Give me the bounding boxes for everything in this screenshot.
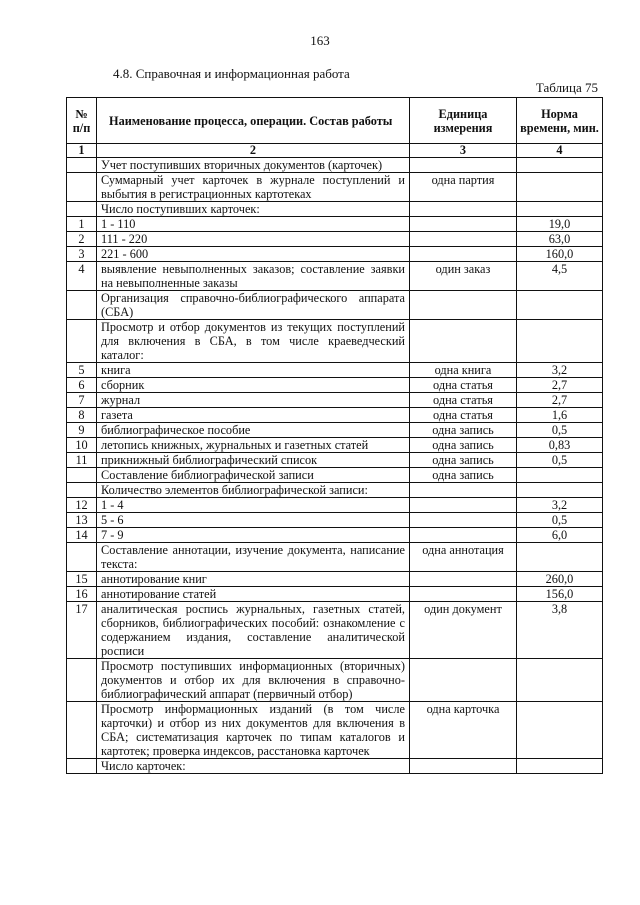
time-norm	[517, 173, 603, 202]
table-row	[67, 202, 603, 217]
time-norm	[517, 702, 603, 759]
process-name: Суммарный учет карточек в журнале поступлений и выбытия в регистрационных картотеках	[97, 173, 410, 202]
table-row	[67, 572, 603, 587]
row-number: 11	[67, 453, 97, 468]
row-number	[67, 173, 97, 202]
unit-of-measure	[410, 528, 517, 543]
time-norm	[517, 759, 603, 774]
process-name: библиографическое пособие	[97, 423, 410, 438]
column-numbers-row	[67, 144, 603, 158]
process-name: Число поступивших карточек:	[97, 202, 410, 217]
time-norm	[517, 320, 603, 363]
row-number	[67, 291, 97, 320]
unit-of-measure	[410, 232, 517, 247]
unit-of-measure: одна партия	[410, 173, 517, 202]
process-name: 221 - 600	[97, 247, 410, 262]
unit-of-measure	[410, 513, 517, 528]
process-name: сборник	[97, 378, 410, 393]
process-name: прикнижный библиографический список	[97, 453, 410, 468]
unit-of-measure: одна статья	[410, 408, 517, 423]
process-name: 7 - 9	[97, 528, 410, 543]
time-norm: 3,2	[517, 498, 603, 513]
process-name: Просмотр и отбор документов из текущих поступлений для включения в СБА, в том числе краеведческий каталог:	[97, 320, 410, 363]
process-name: журнал	[97, 393, 410, 408]
table-row	[67, 438, 603, 453]
unit-of-measure	[410, 759, 517, 774]
unit-of-measure	[410, 498, 517, 513]
table-row	[67, 587, 603, 602]
table-row	[67, 173, 603, 202]
time-norm: 3,8	[517, 602, 603, 659]
column-number: 3	[410, 144, 517, 158]
time-norm: 19,0	[517, 217, 603, 232]
table-row	[67, 528, 603, 543]
time-norm	[517, 468, 603, 483]
page-number: 163	[310, 33, 330, 48]
header-num: № п/п	[67, 98, 97, 144]
header-norm: Норма времени, мин.	[517, 98, 603, 144]
time-norm	[517, 202, 603, 217]
time-norm: 0,5	[517, 453, 603, 468]
time-norm	[517, 659, 603, 702]
row-number	[67, 320, 97, 363]
norms-table	[66, 97, 603, 774]
time-norm: 160,0	[517, 247, 603, 262]
row-number: 8	[67, 408, 97, 423]
process-name: аннотирование книг	[97, 572, 410, 587]
time-norm: 63,0	[517, 232, 603, 247]
column-number: 2	[97, 144, 410, 158]
unit-of-measure: одна запись	[410, 453, 517, 468]
time-norm	[517, 158, 603, 173]
process-name: Учет поступивших вторичных документов (карточек)	[97, 158, 410, 173]
table-row	[67, 483, 603, 498]
row-number: 4	[67, 262, 97, 291]
row-number: 5	[67, 363, 97, 378]
process-name: Составление библиографической записи	[97, 468, 410, 483]
table-row	[67, 320, 603, 363]
time-norm: 3,2	[517, 363, 603, 378]
unit-of-measure: одна запись	[410, 468, 517, 483]
section-title: 4.8. Справочная и информационная работа	[113, 66, 350, 81]
row-number: 3	[67, 247, 97, 262]
time-norm: 4,5	[517, 262, 603, 291]
table-row	[67, 423, 603, 438]
unit-of-measure: одна статья	[410, 378, 517, 393]
row-number	[67, 759, 97, 774]
table-row	[67, 702, 603, 759]
table-row	[67, 602, 603, 659]
table-row	[67, 453, 603, 468]
table-row	[67, 513, 603, 528]
process-name: 5 - 6	[97, 513, 410, 528]
row-number	[67, 543, 97, 572]
unit-of-measure: один документ	[410, 602, 517, 659]
time-norm	[517, 543, 603, 572]
process-name: Число карточек:	[97, 759, 410, 774]
unit-of-measure	[410, 158, 517, 173]
table-row	[67, 659, 603, 702]
process-name: 1 - 4	[97, 498, 410, 513]
table-row	[67, 158, 603, 173]
unit-of-measure	[410, 483, 517, 498]
table-row	[67, 468, 603, 483]
process-name: Организация справочно-библиографического аппарата (СБА)	[97, 291, 410, 320]
table-row	[67, 408, 603, 423]
row-number: 16	[67, 587, 97, 602]
process-name: Просмотр поступивших информационных (вторичных) документов и отбор их для включения в справочно-библиографический аппарат (первичный отбор)	[97, 659, 410, 702]
process-name: Количество элементов библиографической записи:	[97, 483, 410, 498]
unit-of-measure	[410, 320, 517, 363]
column-number: 1	[67, 144, 97, 158]
row-number: 15	[67, 572, 97, 587]
process-name: Составление аннотации, изучение документа, написание текста:	[97, 543, 410, 572]
unit-of-measure: один заказ	[410, 262, 517, 291]
unit-of-measure	[410, 217, 517, 232]
unit-of-measure: одна книга	[410, 363, 517, 378]
time-norm: 0,83	[517, 438, 603, 453]
unit-of-measure	[410, 572, 517, 587]
row-number: 6	[67, 378, 97, 393]
unit-of-measure: одна аннотация	[410, 543, 517, 572]
table-row	[67, 378, 603, 393]
row-number	[67, 468, 97, 483]
row-number: 7	[67, 393, 97, 408]
process-name: летопись книжных, журнальных и газетных статей	[97, 438, 410, 453]
row-number	[67, 659, 97, 702]
header-name: Наименование процесса, операции. Состав работы	[97, 98, 410, 144]
time-norm: 260,0	[517, 572, 603, 587]
row-number: 12	[67, 498, 97, 513]
row-number	[67, 158, 97, 173]
table-row	[67, 759, 603, 774]
unit-of-measure	[410, 291, 517, 320]
process-name: выявление невыполненных заказов; составление заявки на невыполненные заказы	[97, 262, 410, 291]
time-norm	[517, 291, 603, 320]
row-number: 1	[67, 217, 97, 232]
time-norm: 0,5	[517, 423, 603, 438]
unit-of-measure: одна запись	[410, 438, 517, 453]
unit-of-measure	[410, 247, 517, 262]
time-norm: 6,0	[517, 528, 603, 543]
table-row	[67, 393, 603, 408]
row-number	[67, 202, 97, 217]
unit-of-measure	[410, 202, 517, 217]
table-row	[67, 363, 603, 378]
row-number: 14	[67, 528, 97, 543]
table-row	[67, 498, 603, 513]
table-row	[67, 291, 603, 320]
unit-of-measure	[410, 659, 517, 702]
time-norm: 2,7	[517, 378, 603, 393]
process-name: аналитическая роспись журнальных, газетных статей, сборников, библиографических пособий: ознакомление с содержанием издания, составление аналитической росписи	[97, 602, 410, 659]
process-name: аннотирование статей	[97, 587, 410, 602]
process-name: Просмотр информационных изданий (в том числе карточки) и отбор из них документов для включения в СБА; систематизация карточек по типам каталогов и картотек; проверка индексов, расстановка карточек	[97, 702, 410, 759]
row-number	[67, 483, 97, 498]
time-norm	[517, 483, 603, 498]
time-norm: 2,7	[517, 393, 603, 408]
header-unit: Единица измерения	[410, 98, 517, 144]
process-name: 111 - 220	[97, 232, 410, 247]
unit-of-measure: одна статья	[410, 393, 517, 408]
row-number: 9	[67, 423, 97, 438]
process-name: книга	[97, 363, 410, 378]
time-norm: 0,5	[517, 513, 603, 528]
row-number: 10	[67, 438, 97, 453]
table-row	[67, 217, 603, 232]
row-number: 17	[67, 602, 97, 659]
time-norm: 1,6	[517, 408, 603, 423]
time-norm: 156,0	[517, 587, 603, 602]
table-row	[67, 262, 603, 291]
unit-of-measure: одна карточка	[410, 702, 517, 759]
table-row	[67, 232, 603, 247]
row-number: 13	[67, 513, 97, 528]
unit-of-measure: одна запись	[410, 423, 517, 438]
unit-of-measure	[410, 587, 517, 602]
column-number: 4	[517, 144, 603, 158]
process-name: газета	[97, 408, 410, 423]
table-caption: Таблица 75	[535, 80, 598, 95]
table-row	[67, 543, 603, 572]
row-number: 2	[67, 232, 97, 247]
table-row	[67, 247, 603, 262]
process-name: 1 - 110	[97, 217, 410, 232]
table-header-row	[67, 98, 603, 144]
row-number	[67, 702, 97, 759]
